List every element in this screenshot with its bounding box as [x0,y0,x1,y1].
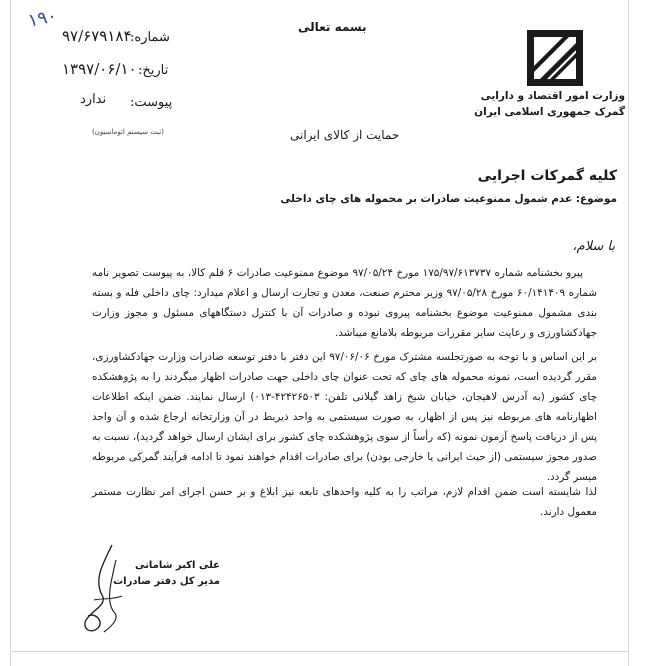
body-paragraph-1: پیرو بخشنامه شماره ۱۷۵/۹۷/۶۱۳۷۳۷ مورخ ۹۷/۰۵/۲۴ موضوع ممنوعیت صادرات ۶ قلم کالا، به پیوست تصویر نامه شماره ۶۰/۱۴۱۴۰۹ مورخ ۹۷/۰۵/۲۸ وزیر محترم صنعت، معدن و تجارت ارسال و اعلام میدارد: چای داخلی فله و بسته بندی مشمول ممنوعیت موضوع بخشنامه پیروی نبوده و صادرات آن با کنترل دستگاههای مسئول و مجوز وزارت جهادکشاورزی و رعایت سایر مقررات مربوطه بلامانع میباشد. [92,267,597,339]
signatory-title: مدیر کل دفتر صادرات [113,576,220,587]
body-paragraph-2: بر این اساس و با توجه به صورتجلسه مشترک مورخ ۹۷/۰۶/۰۶ این دفتر با دفتر توسعه صادرات وزارت جهادکشاورزی، مقرر گردیده است، نمونه محموله های چای که تحت عنوان چای داخلی جهت صادرات اظهار میگردند را به پژوهشکده چای کشور (به آدرس لاهیجان، خیابان شیخ زاهد گیلانی تلفن: ۴۲۴۲۶۵۰۳-۰۱۳) ارسال نمایند. ضمن اینکه اطلاعات اظهارنامه های مربوطه نیز پس از اظهار، به صورت سیستمی به واحد ذیربط در آن وزارتخانه ارجاع شده و آن واحد پس از دریافت پاسخ آزمون نمونه (که رأساً از سوی پژوهشکده چای کشور برای ایشان ارسال خواهد گردید)، نسبت به صدور مجوز سیستمی (از حیث ایرانی یا خارجی بودن) برای صادرات اقدام خواهند نمود تا ادامه فرآیند گمرکی مربوطه میسر گردد. [92,351,597,483]
signatory-name: علی اکبر شامانی [135,560,220,571]
automation-note: (ثبت سیستم اتوماسیون) [92,128,164,136]
body-paragraph-3: لذا شایسته است ضمن اقدام لازم، مراتب را به کلیه واحدهای تابعه نیز ابلاغ و بر حسن اجرای امر نظارت مستمر معمول دارند. [92,486,597,518]
attachment-value: ندارد [80,92,107,107]
ministry-name: وزارت امور اقتصاد و دارایی [480,90,625,102]
date-label: تاریخ: [138,63,169,78]
handwritten-page-number: ۱۹۰ [26,5,59,32]
greeting: با سلام، [572,239,615,254]
subject-line: موضوع: عدم شمول ممنوعیت صادرات بر محموله های چای داخلی [280,193,617,205]
customs-name: گمرک جمهوری اسلامی ایران [474,106,625,118]
number-value: ۹۷/۶۷۹۱۸۴ [62,27,132,45]
page-bottom-edge [10,651,629,652]
attachment-label: پیوست: [130,95,173,110]
page-left-edge [10,0,11,666]
slogan: حمایت از کالای ایرانی [290,128,400,142]
handwritten-signature [72,540,142,640]
recipient: کلیه گمرکات اجرایی [477,168,617,184]
number-label: شماره: [130,30,170,45]
date-value: ۱۳۹۷/۰۶/۱۰ [62,60,137,78]
page-right-edge [628,0,629,666]
customs-emblem-logo [525,28,585,88]
basmala: بسمه تعالی [298,20,367,34]
